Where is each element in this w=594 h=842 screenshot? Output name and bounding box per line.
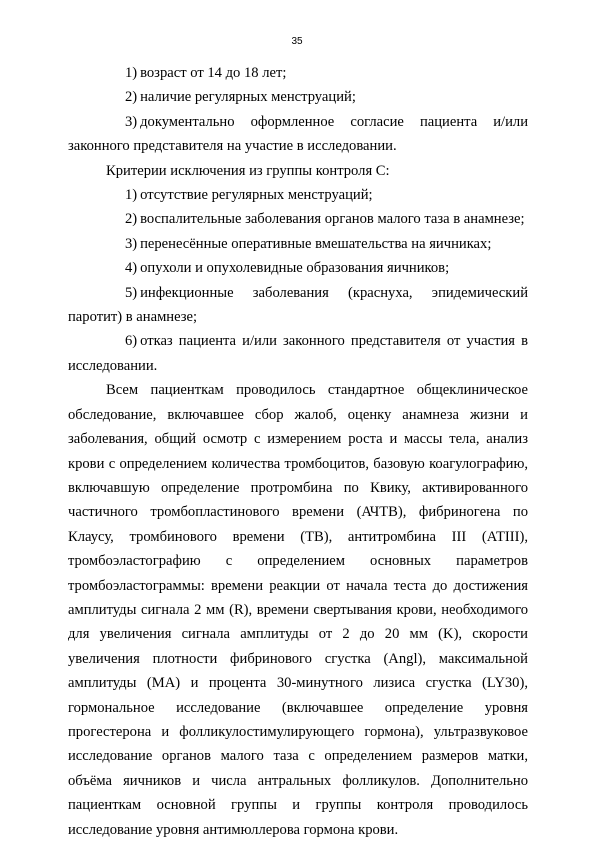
list-number: 1) (125, 187, 138, 204)
exclusion-item-1 (68, 183, 528, 207)
list-number: 1) (125, 65, 138, 81)
list-number: 2) (125, 89, 138, 106)
inclusion-item-1 (68, 61, 528, 85)
inclusion-item-3 (68, 110, 528, 159)
document-body (68, 61, 528, 842)
list-number: 2) (125, 211, 138, 228)
list-number: 3) (125, 235, 138, 252)
inclusion-item-2 (68, 85, 528, 109)
page-number: 35 (291, 36, 303, 47)
exclusion-item-4 (68, 256, 528, 280)
list-item-text: возраст от 14 до 18 лет; (140, 65, 287, 81)
list-number: 3) (125, 113, 138, 130)
exclusion-heading: Критерии исключения из группы контроля С: (106, 162, 390, 179)
list-item-text: отказ пациента и/или законного представителя от участия в исследовании. (68, 333, 528, 374)
list-number: 4) (125, 260, 138, 277)
exclusion-item-2 (68, 207, 528, 231)
list-item-text: отсутствие регулярных менструаций; (140, 187, 373, 204)
list-item-text: перенесённые оперативные вмешательства на яичниках; (140, 235, 492, 252)
exclusion-item-6 (68, 329, 528, 378)
exclusion-item-3 (68, 232, 528, 256)
exclusion-item-5 (68, 281, 528, 330)
list-number: 6) (125, 333, 138, 350)
list-item-text: наличие регулярных менструаций; (140, 89, 356, 106)
list-item-text: опухоли и опухолевидные образования яичников; (140, 260, 450, 277)
list-item-text: воспалительные заболевания органов малого таза в анамнезе; (140, 211, 525, 228)
list-number: 5) (125, 284, 138, 301)
body-paragraph: Всем пациенткам проводилось стандартное общеклиническое обследование, включавшее сбор жалоб, оценку анамнеза жизни и заболевания, общий осмотр с измерением роста и массы тела, анализ крови с определением количества тромбоцитов, базовую коагулографию, включавшую определение протромбина по Квику, активированного частичного тромбопластинового времени (АЧТВ), фибриногена по Клаусу, тромбинового времени (ТВ), антитромбина III (АТIII), тромбоэластографию с определением основных параметров тромбоэластограммы: времени реакции от начала теста до достижения амплитуды сигнала 2 мм (R), времени свертывания крови, необходимого для увеличения сигнала амплитуды от 2 до 20 мм (K), скорости увеличения плотности фибринового сгустка (Angl), максимальной амплитуды (MA) и процента 30-минутного лизиса сгустка (LY30), гормональное исследование (включавшее определение уровня прогестерона и фолликулостимулирующего гормона), ультразвуковое исследование органов малого таза с определением размеров матки, объёма яичников и числа антральных фолликулов. Дополнительно пациенткам основной группы и группы контроля проводилось исследование уровня антимюллерова гормона крови. (68, 382, 528, 838)
list-item-text: инфекционные заболевания (краснуха, эпидемический паротит) в анамнезе; (68, 284, 528, 326)
list-item-text: документально оформленное согласие пациента и/или законного представителя на участие в исследовании. (68, 113, 528, 155)
